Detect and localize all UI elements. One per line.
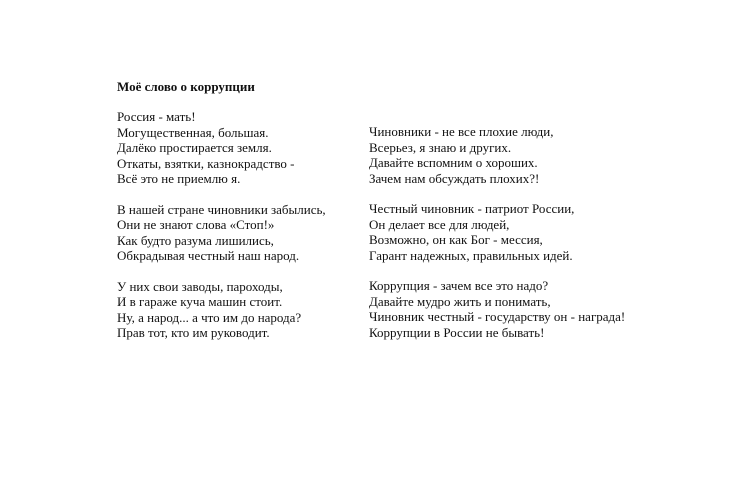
poem-line: Гарант надежных, правильных идей. [369, 247, 573, 263]
poem-line: Коррупция - зачем все это надо? [369, 278, 549, 293]
poem-line: Ну, а народ... а что им до народа? [117, 309, 302, 325]
poem-line: Как будто разума лишились, [117, 232, 274, 248]
poem-line: У них свои заводы, пароходы, [117, 278, 283, 294]
poem-line: Чиновники - не все плохие люди, [369, 124, 554, 139]
poem-line: Давайте мудро жить и понимать, [369, 293, 551, 309]
poem-line: Зачем нам обсуждать плохих?! [369, 170, 540, 186]
poem-line: Россия - мать! [117, 109, 196, 124]
poem-line: Всё это не приемлю я. [117, 171, 241, 186]
poem-line: Обкрадывая честный наш народ. [117, 248, 300, 263]
poem-line: Прав тот, кто им руководит. [117, 325, 270, 340]
poem-line: Честный чиновник - патриот России, [369, 201, 575, 216]
poem-line: Давайте вспомним о хороших. [369, 155, 538, 170]
poem-line: Они не знают слова «Стоп!» [117, 217, 275, 232]
poem-line: Могущественная, большая. [117, 124, 269, 140]
poem-line: Возможно, он как Бог - мессия, [369, 232, 543, 247]
stanza [117, 109, 326, 187]
stanza [369, 278, 625, 340]
stanza [369, 124, 625, 186]
poem-line: Чиновник честный - государству он - награда! [369, 309, 626, 324]
poem-line: Далёко простирается земля. [117, 140, 272, 155]
poem-line: Всерьез, я знаю и других. [369, 139, 512, 155]
poem-title: Моё слово о коррупции [117, 79, 255, 94]
right-column [369, 124, 625, 355]
poem-line: Он делает все для людей, [369, 216, 510, 232]
poem-line: Откаты, взятки, казнокрадство - [117, 155, 295, 171]
left-column [117, 109, 326, 356]
poem-line: В нашей стране чиновники забылись, [117, 201, 326, 217]
stanza [117, 279, 326, 341]
stanza [117, 202, 326, 264]
poem-line: Коррупции в России не бывать! [369, 324, 545, 340]
stanza [369, 201, 625, 263]
poem-line: И в гараже куча машин стоит. [117, 294, 283, 309]
